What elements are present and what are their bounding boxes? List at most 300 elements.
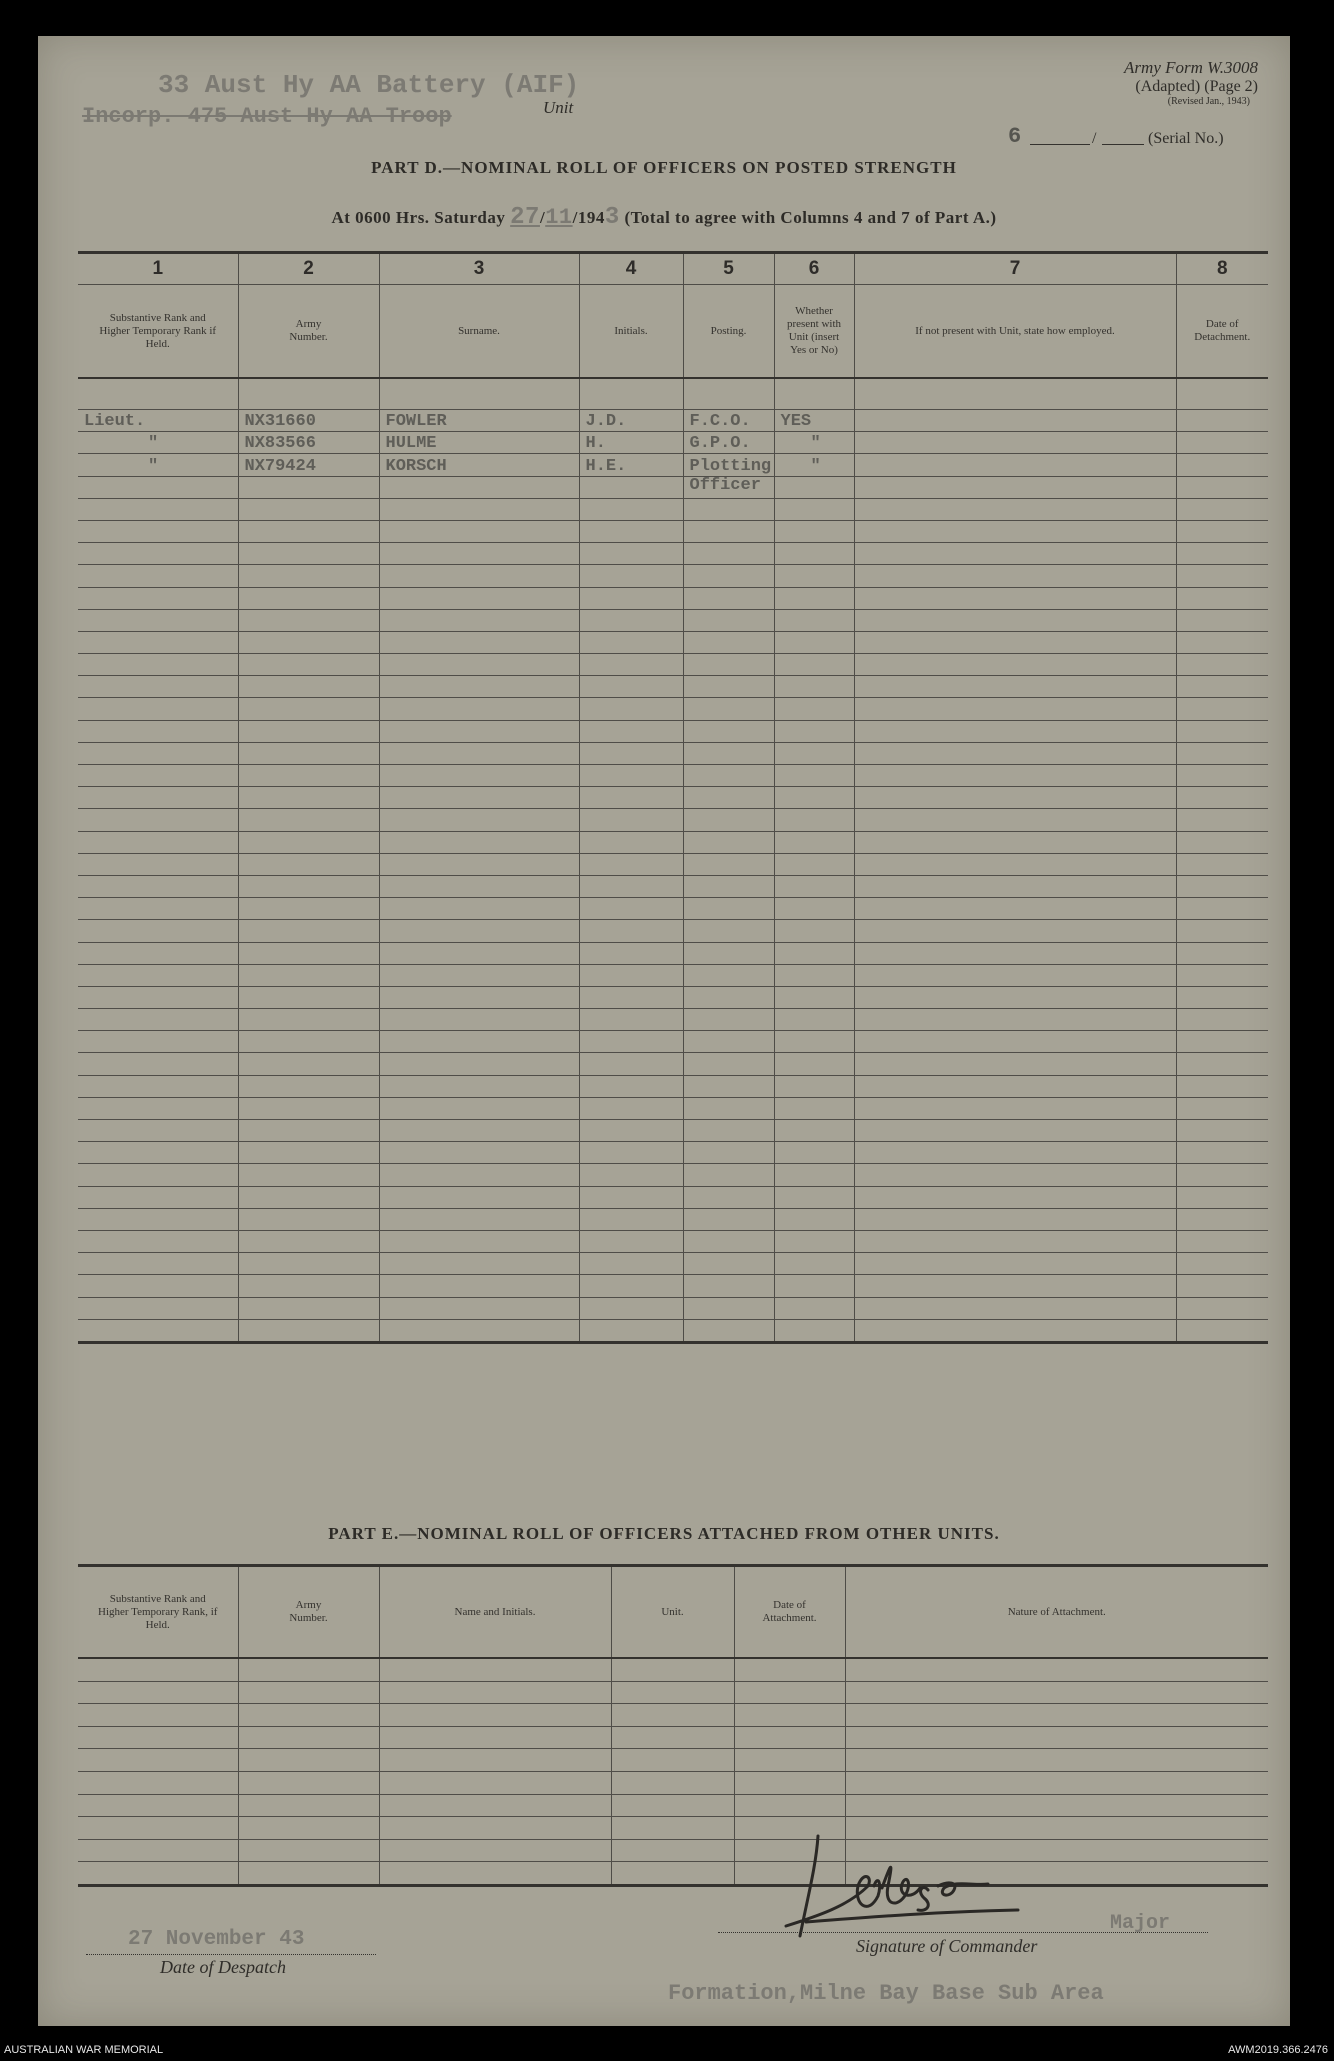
- table-cell: [379, 543, 579, 565]
- table-cell: [78, 454, 238, 476]
- table-cell: [854, 1186, 1176, 1208]
- part-d-title: PART D.—NOMINAL ROLL OF OFFICERS ON POSTED STRENGTH: [371, 158, 957, 177]
- entry-posting: F.C.O.: [689, 412, 751, 432]
- table-cell: [379, 1253, 579, 1275]
- table-cell: [379, 1275, 579, 1297]
- credit-left: AUSTRALIAN WAR MEMORIAL: [4, 2044, 164, 2056]
- table-cell: [379, 1794, 611, 1817]
- entry-posting: Plotting: [689, 456, 772, 476]
- table-cell: [774, 809, 854, 831]
- at-suffix: (Total to agree with Columns 4 and 7 of Part A.): [624, 208, 997, 227]
- table-cell: [379, 986, 579, 1008]
- table-cell: [774, 432, 854, 454]
- table-cell: [238, 587, 379, 609]
- table-cell: [1176, 875, 1268, 897]
- table-cell: [1176, 964, 1268, 986]
- table-cell: [1176, 543, 1268, 565]
- table-cell: [78, 676, 238, 698]
- entry-posting-line2: Officer: [689, 476, 761, 496]
- table-cell: [238, 1771, 379, 1794]
- table-row: [78, 1097, 1268, 1119]
- table-cell: [379, 520, 579, 542]
- table-cell: [238, 875, 379, 897]
- table-cell: [379, 787, 579, 809]
- table-cell: [379, 631, 579, 653]
- table-cell: [854, 1164, 1176, 1186]
- table-cell: [238, 1208, 379, 1230]
- table-cell: [238, 1681, 379, 1704]
- unit-name-struck: Incorp. 475 Aust Hy AA Troop: [82, 104, 452, 129]
- table-cell: [854, 587, 1176, 609]
- table-cell: [579, 565, 683, 587]
- table-cell: [238, 1186, 379, 1208]
- table-cell: [78, 1658, 238, 1681]
- table-row: [78, 742, 1268, 764]
- table-cell: [379, 1817, 611, 1840]
- table-cell: [1176, 432, 1268, 454]
- table-cell: [854, 1031, 1176, 1053]
- table-cell: [238, 543, 379, 565]
- table-cell: [774, 1142, 854, 1164]
- entry-rank: ": [148, 456, 159, 476]
- table-cell: [379, 498, 579, 520]
- table-cell: [683, 654, 774, 676]
- table-cell: [379, 765, 579, 787]
- table-cell: [854, 986, 1176, 1008]
- table-cell: [683, 986, 774, 1008]
- table-cell: [1176, 498, 1268, 520]
- table-cell: [579, 432, 683, 454]
- table-cell: [579, 1208, 683, 1230]
- table-cell: [854, 631, 1176, 653]
- signature-block: [718, 1826, 1248, 1986]
- table-cell: [683, 742, 774, 764]
- table-cell: [238, 765, 379, 787]
- table-cell: [379, 742, 579, 764]
- date-year-prefix: /194: [572, 208, 605, 227]
- table-cell: [238, 498, 379, 520]
- table-cell: [1176, 631, 1268, 653]
- table-row: [78, 1275, 1268, 1297]
- col-number-7: 7: [854, 253, 1176, 285]
- table-cell: [683, 1075, 774, 1097]
- table-cell: [78, 1186, 238, 1208]
- table-cell: [238, 565, 379, 587]
- credit-right: AWM2019.366.2476: [1228, 2044, 1328, 2056]
- table-cell: [78, 476, 238, 498]
- table-cell: [845, 1681, 1268, 1704]
- table-cell: [379, 1075, 579, 1097]
- table-cell: [238, 1142, 379, 1164]
- table-cell: [78, 853, 238, 875]
- table-cell: [379, 378, 579, 410]
- table-cell: [854, 765, 1176, 787]
- table-row: [78, 676, 1268, 698]
- table-cell: [238, 1253, 379, 1275]
- table-cell: [854, 543, 1176, 565]
- table-cell: [683, 609, 774, 631]
- table-cell: [78, 520, 238, 542]
- table-cell: [1176, 378, 1268, 410]
- table-cell: [238, 853, 379, 875]
- table-cell: [683, 410, 774, 432]
- table-cell: [78, 654, 238, 676]
- entry-surname: KORSCH: [385, 456, 447, 476]
- date-year-digit: 3: [604, 204, 620, 231]
- table-cell: [379, 654, 579, 676]
- table-cell: [238, 432, 379, 454]
- table-cell: [774, 498, 854, 520]
- table-cell: [579, 898, 683, 920]
- table-cell: [774, 1230, 854, 1252]
- table-cell: [774, 1120, 854, 1142]
- table-cell: [1176, 454, 1268, 476]
- table-cell: [854, 920, 1176, 942]
- table-cell: [579, 1053, 683, 1075]
- table-cell: [579, 609, 683, 631]
- table-cell: [238, 1075, 379, 1097]
- table-cell: [238, 920, 379, 942]
- table-row: [78, 920, 1268, 942]
- table-cell: [238, 1839, 379, 1862]
- table-cell: [774, 587, 854, 609]
- col-number-1: 1: [78, 253, 238, 285]
- table-cell: [579, 587, 683, 609]
- table-cell: [774, 1075, 854, 1097]
- table-cell: [579, 1120, 683, 1142]
- table-cell: [379, 853, 579, 875]
- table-cell: [1176, 1009, 1268, 1031]
- table-cell: [238, 609, 379, 631]
- table-cell: [238, 787, 379, 809]
- table-cell: [238, 986, 379, 1008]
- table-row: [78, 898, 1268, 920]
- table-cell: [1176, 1253, 1268, 1275]
- table-cell: [78, 1275, 238, 1297]
- table-row: [78, 809, 1268, 831]
- table-row: [78, 587, 1268, 609]
- table-cell: [734, 1726, 845, 1749]
- table-cell: [579, 1186, 683, 1208]
- table-cell: [579, 698, 683, 720]
- table-cell: [379, 1658, 611, 1681]
- table-cell: [854, 720, 1176, 742]
- despatch-label: Date of Despatch: [160, 1957, 286, 1977]
- table-cell: [238, 1704, 379, 1727]
- table-cell: [78, 1097, 238, 1119]
- table-cell: [238, 942, 379, 964]
- col-number-3: 3: [379, 253, 579, 285]
- signature-label: Signature of Commander: [856, 1936, 1038, 1956]
- table-cell: [1176, 1120, 1268, 1142]
- table-cell: [1176, 898, 1268, 920]
- table-cell: [379, 1009, 579, 1031]
- table-cell: [379, 720, 579, 742]
- table-cell: [78, 1704, 238, 1727]
- table-cell: [78, 587, 238, 609]
- table-cell: [1176, 1319, 1268, 1342]
- table-row: [78, 986, 1268, 1008]
- table-cell: [683, 1053, 774, 1075]
- table-cell: [379, 1120, 579, 1142]
- table-cell: [611, 1817, 734, 1840]
- table-cell: [774, 543, 854, 565]
- table-row: [78, 1120, 1268, 1142]
- table-cell: [683, 1120, 774, 1142]
- entry-rank: ": [148, 434, 159, 454]
- table-cell: [774, 520, 854, 542]
- entry-rank: Lieut.: [84, 412, 146, 432]
- table-row: [78, 1253, 1268, 1275]
- table-cell: [683, 454, 774, 496]
- entry-present: ": [810, 434, 821, 454]
- table-cell: [683, 920, 774, 942]
- table-cell: [379, 1319, 579, 1342]
- table-cell: [1176, 787, 1268, 809]
- table-cell: [854, 1120, 1176, 1142]
- col-header-posting: Posting.: [683, 285, 774, 379]
- table-cell: [579, 986, 683, 1008]
- table-cell: [774, 1253, 854, 1275]
- table-cell: [774, 787, 854, 809]
- table-cell: [854, 1009, 1176, 1031]
- table-cell: [78, 1681, 238, 1704]
- table-cell: [1176, 676, 1268, 698]
- table-cell: [238, 454, 379, 476]
- entry-initials: H.E.: [585, 456, 627, 476]
- table-cell: [579, 1097, 683, 1119]
- table-cell: [774, 742, 854, 764]
- table-cell: [854, 609, 1176, 631]
- table-cell: [734, 1749, 845, 1772]
- table-row: [78, 1009, 1268, 1031]
- table-cell: [78, 1164, 238, 1186]
- table-cell: [579, 1230, 683, 1252]
- table-cell: [78, 1862, 238, 1886]
- serial-number-field: [1008, 124, 1263, 150]
- table-cell: [579, 1297, 683, 1319]
- table-cell: [579, 676, 683, 698]
- form-id-block: [1038, 58, 1258, 107]
- table-cell: [611, 1839, 734, 1862]
- col-number-8: 8: [1176, 253, 1268, 285]
- table-row: [78, 1658, 1268, 1681]
- entry-surname: HULME: [385, 434, 437, 454]
- table-cell: [78, 1208, 238, 1230]
- table-row: [78, 565, 1268, 587]
- at-prefix: At 0600 Hrs. Saturday: [331, 208, 506, 227]
- table-cell: [1176, 809, 1268, 831]
- table-cell: [683, 587, 774, 609]
- table-cell: [845, 1658, 1268, 1681]
- table-cell: [774, 1097, 854, 1119]
- table-cell: [774, 1186, 854, 1208]
- date-month: 11: [545, 205, 573, 230]
- table-cell: [238, 898, 379, 920]
- table-cell: [774, 1031, 854, 1053]
- table-cell: [579, 631, 683, 653]
- table-cell: [238, 1726, 379, 1749]
- table-cell: [774, 942, 854, 964]
- table-cell: [774, 1319, 854, 1342]
- table-cell: [1176, 831, 1268, 853]
- table-cell: [579, 498, 683, 520]
- table-cell: [1176, 698, 1268, 720]
- form-revised: (Revised Jan., 1943): [1167, 96, 1250, 107]
- e-header-nature: Nature of Attachment.: [845, 1566, 1268, 1659]
- table-cell: [78, 898, 238, 920]
- table-cell: [379, 1230, 579, 1252]
- table-cell: [611, 1704, 734, 1727]
- table-cell: [379, 1726, 611, 1749]
- entry-initials: H.: [585, 434, 606, 454]
- table-cell: [854, 742, 1176, 764]
- table-cell: [238, 720, 379, 742]
- table-cell: [854, 1097, 1176, 1119]
- table-cell: [78, 986, 238, 1008]
- table-row: [78, 476, 1268, 498]
- table-cell: [579, 1164, 683, 1186]
- date-sep: /: [539, 208, 546, 227]
- table-cell: [78, 1120, 238, 1142]
- table-cell: [238, 809, 379, 831]
- table-cell: [1176, 1297, 1268, 1319]
- table-cell: [774, 853, 854, 875]
- table-cell: [854, 1297, 1176, 1319]
- table-cell: [774, 765, 854, 787]
- table-cell: [579, 520, 683, 542]
- table-cell: [78, 920, 238, 942]
- col-header-initials: Initials.: [579, 285, 683, 379]
- table-cell: [238, 831, 379, 853]
- table-cell: [683, 1253, 774, 1275]
- table-cell: [854, 565, 1176, 587]
- table-cell: [238, 742, 379, 764]
- table-cell: [683, 520, 774, 542]
- table-cell: [854, 1230, 1176, 1252]
- table-row: [78, 1053, 1268, 1075]
- table-cell: [379, 1142, 579, 1164]
- table-cell: [78, 1142, 238, 1164]
- table-row: [78, 410, 1268, 432]
- table-cell: [78, 1319, 238, 1342]
- table-cell: [238, 1031, 379, 1053]
- table-cell: [579, 378, 683, 410]
- table-cell: [774, 875, 854, 897]
- table-row: [78, 454, 1268, 476]
- table-cell: [611, 1658, 734, 1681]
- table-cell: [78, 698, 238, 720]
- table-cell: [1176, 1186, 1268, 1208]
- unit-name-typed: 33 Aust Hy AA Battery (AIF): [158, 70, 580, 100]
- part-d-table: [78, 251, 1268, 1344]
- serial-separator: /: [1092, 130, 1097, 147]
- entry-initials: J.D.: [585, 412, 627, 432]
- table-cell: [1176, 1275, 1268, 1297]
- table-cell: [379, 942, 579, 964]
- table-cell: [78, 1075, 238, 1097]
- table-cell: [379, 875, 579, 897]
- table-cell: [854, 831, 1176, 853]
- table-cell: [1176, 1164, 1268, 1186]
- table-cell: [845, 1704, 1268, 1727]
- table-cell: [579, 1142, 683, 1164]
- table-cell: [854, 476, 1176, 498]
- table-cell: [683, 765, 774, 787]
- table-cell: [854, 898, 1176, 920]
- table-cell: [854, 378, 1176, 410]
- table-cell: [238, 1817, 379, 1840]
- table-cell: [683, 543, 774, 565]
- table-cell: [78, 1031, 238, 1053]
- table-cell: [379, 676, 579, 698]
- table-cell: [78, 1794, 238, 1817]
- table-row: [78, 1164, 1268, 1186]
- table-row: [78, 520, 1268, 542]
- entry-present: YES: [780, 412, 812, 432]
- table-cell: [854, 520, 1176, 542]
- table-cell: [78, 1253, 238, 1275]
- part-d-rows: [78, 378, 1268, 1342]
- table-cell: [579, 942, 683, 964]
- table-cell: [683, 898, 774, 920]
- unit-label: Unit: [543, 98, 574, 117]
- table-cell: [854, 676, 1176, 698]
- table-cell: [238, 1120, 379, 1142]
- table-cell: [1176, 1097, 1268, 1119]
- table-cell: [78, 1839, 238, 1862]
- table-cell: [238, 1862, 379, 1886]
- table-cell: [683, 565, 774, 587]
- table-cell: [238, 1097, 379, 1119]
- table-cell: [683, 720, 774, 742]
- table-row: [78, 1681, 1268, 1704]
- credits-bar: [0, 2041, 1334, 2061]
- table-cell: [238, 676, 379, 698]
- table-cell: [379, 1208, 579, 1230]
- table-cell: [683, 831, 774, 853]
- col-number-4: 4: [579, 253, 683, 285]
- despatch-date: 27 November 43: [86, 1928, 376, 1955]
- table-row: [78, 1142, 1268, 1164]
- table-row: [78, 720, 1268, 742]
- table-cell: [78, 1817, 238, 1840]
- table-cell: [774, 454, 854, 476]
- table-cell: [774, 609, 854, 631]
- table-cell: [683, 1031, 774, 1053]
- table-cell: [579, 765, 683, 787]
- table-cell: [683, 1319, 774, 1342]
- table-cell: [1176, 1031, 1268, 1053]
- table-cell: [734, 1658, 845, 1681]
- table-row: [78, 1704, 1268, 1727]
- table-cell: [379, 1053, 579, 1075]
- table-cell: [854, 964, 1176, 986]
- table-cell: [1176, 1053, 1268, 1075]
- table-cell: [579, 1009, 683, 1031]
- table-cell: [734, 1771, 845, 1794]
- table-cell: [774, 831, 854, 853]
- table-cell: [683, 787, 774, 809]
- table-cell: [854, 787, 1176, 809]
- table-cell: [1176, 520, 1268, 542]
- entry-army-number: NX31660: [244, 412, 316, 432]
- table-cell: [238, 1053, 379, 1075]
- col-number-5: 5: [683, 253, 774, 285]
- table-cell: [379, 1771, 611, 1794]
- table-cell: [774, 1275, 854, 1297]
- table-row: [78, 1749, 1268, 1772]
